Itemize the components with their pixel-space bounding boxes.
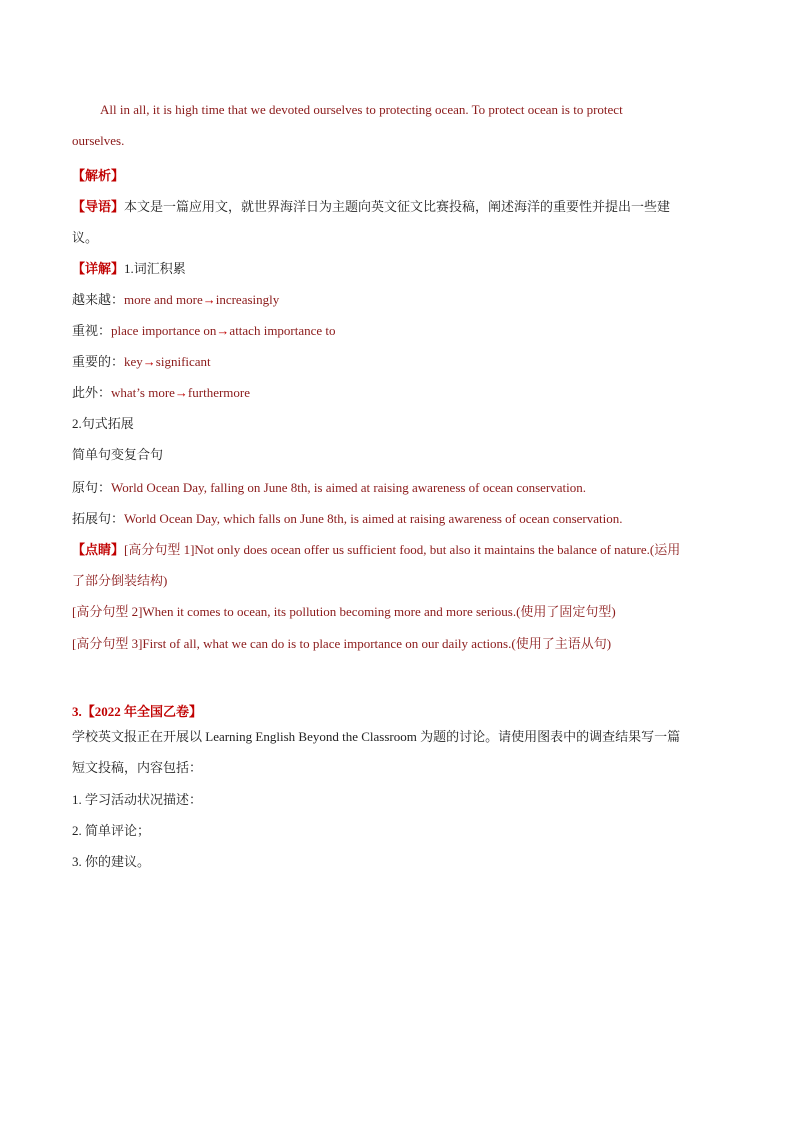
question-3-heading: 3.【2022 年全国乙卷】: [72, 704, 203, 719]
arrow-icon: →: [216, 323, 230, 338]
sentence-subtitle: 简单句变复合句: [72, 447, 164, 462]
vocab-cn: 越来越：: [72, 292, 125, 307]
guide-text: 本文是一篇应用文，就世界海洋日为主题向英文征文比赛投稿，阐述海洋的重要性并提出一些建: [124, 199, 671, 214]
conclusion-line-1: All in all, it is high time that we devoted ourselves to protecting ocean. To protect ocean is to protect: [100, 102, 623, 117]
guide-line-1: [72, 196, 670, 215]
analysis-heading: 【解析】: [72, 168, 125, 183]
vocab-en: place importance on: [111, 323, 217, 338]
conclusion-line-2: ourselves.: [72, 133, 125, 148]
vocab-alt: significant: [155, 354, 211, 369]
vocab-alt: increasingly: [215, 292, 280, 307]
question-3-prompt-line-1: 学校英文报正在开展以 Learning English Beyond the Classroom 为题的讨论。请使用图表中的调查结果写一篇: [72, 729, 681, 744]
guide-line-2: 议。: [72, 230, 99, 245]
highlight-text: [高分句型 1]Not only does ocean offer us sufficient food, but also it maintains the balance of nature.(运用: [124, 542, 681, 557]
detail-line: [72, 258, 186, 277]
question-3-point-1: 1. 学习活动状况描述：: [72, 792, 203, 807]
vocab-item: [72, 320, 336, 339]
vocab-cn: 重视：: [72, 323, 112, 338]
highlight-label: 【点睛】: [72, 542, 125, 557]
vocab-en: what’s more: [111, 385, 175, 400]
arrow-icon: →: [174, 385, 188, 400]
question-3-point-2: 2. 简单评论；: [72, 823, 151, 838]
highlight-line-1: [72, 539, 680, 558]
question-3-prompt-line-2: 短文投稿，内容包括：: [72, 760, 203, 775]
vocab-cn: 此外：: [72, 385, 112, 400]
vocab-alt: furthermore: [187, 385, 251, 400]
highlight-line-2: 了部分倒装结构): [72, 573, 168, 588]
pattern-3: [高分句型 3]First of all, what we can do is to place importance on our daily actions.(使用了主语从句): [72, 636, 612, 651]
vocab-item: [72, 351, 211, 370]
arrow-icon: →: [142, 354, 156, 369]
vocab-cn: 重要的：: [72, 354, 125, 369]
expanded-sentence: [72, 508, 622, 527]
expanded-text: World Ocean Day, which falls on June 8th, is aimed at raising awareness of ocean conservation.: [124, 511, 623, 526]
question-3-point-3: 3. 你的建议。: [72, 854, 151, 869]
guide-label: 【导语】: [72, 199, 125, 214]
detail-title: 1.词汇积累: [124, 261, 186, 276]
vocab-item: [72, 382, 250, 401]
vocab-en: more and more: [124, 292, 203, 307]
original-text: World Ocean Day, falling on June 8th, is aimed at raising awareness of ocean conservation.: [111, 480, 586, 495]
sentence-title: 2.句式拓展: [72, 416, 134, 431]
pattern-2: [高分句型 2]When it comes to ocean, its pollution becoming more and more serious.(使用了固定句型): [72, 604, 616, 619]
vocab-item: [72, 289, 279, 308]
detail-label: 【详解】: [72, 261, 125, 276]
arrow-icon: →: [202, 292, 216, 307]
original-sentence: [72, 477, 586, 496]
vocab-en: key: [124, 354, 143, 369]
original-label: 原句：: [72, 480, 112, 495]
expanded-label: 拓展句：: [72, 511, 125, 526]
vocab-alt: attach importance to: [229, 323, 336, 338]
